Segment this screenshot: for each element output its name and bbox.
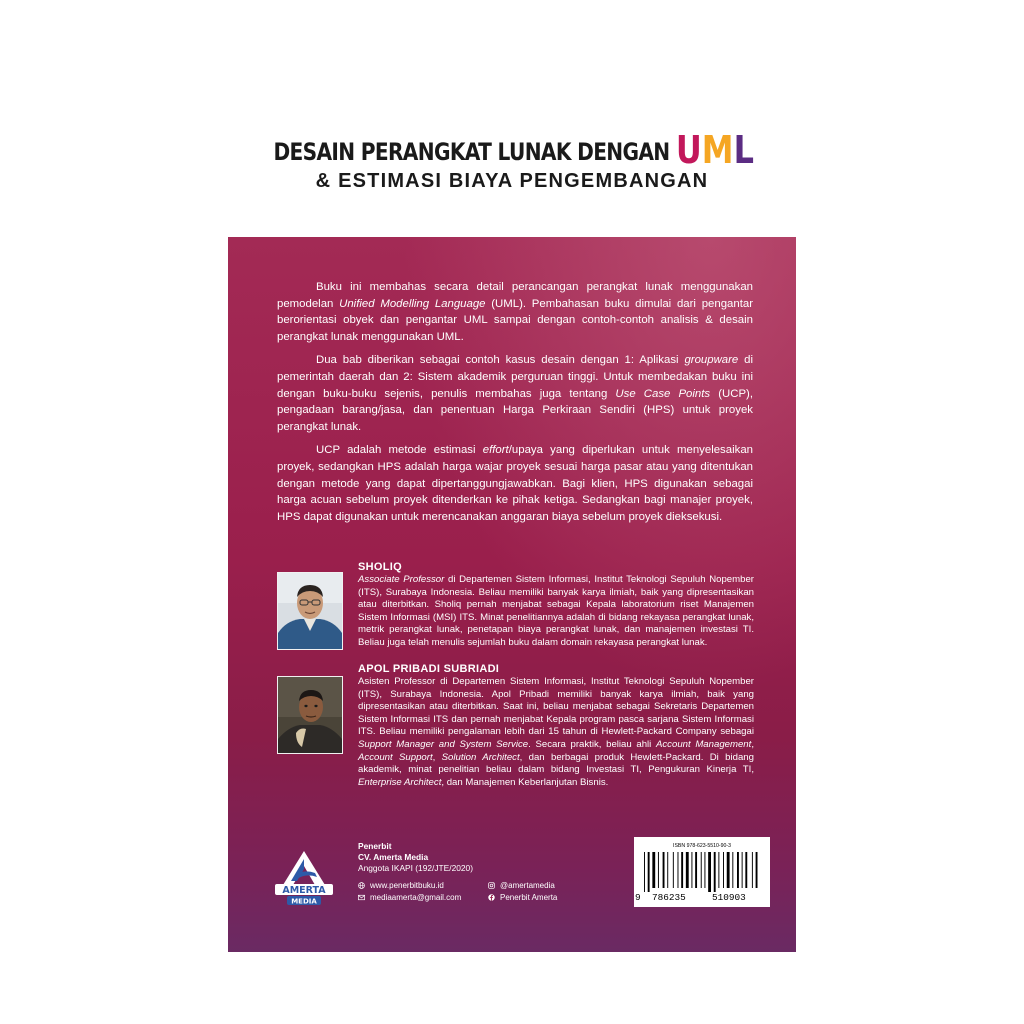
barcode-bar [678,852,679,888]
author-photo-sholiq [277,572,343,650]
barcode-bar [658,852,659,888]
title-prefix: DESAIN PERANGKAT LUNAK DENGAN [273,138,676,166]
barcode-bar [714,852,716,892]
portrait-icon [278,677,342,753]
publisher-ikapi: Anggota IKAPI (192/JTE/2020) [358,863,473,873]
barcode-bar [663,852,665,888]
publisher-label: Penerbit [358,841,392,851]
portrait-icon [278,573,342,649]
barcode-bar [752,852,753,888]
barcode-bar [691,852,692,888]
blurb [277,279,753,532]
barcode-bar [686,852,689,888]
instagram-link[interactable] [488,881,555,890]
barcode-graphic [642,852,762,892]
author-name: SHOLIQ [358,561,402,573]
publisher-contacts [358,879,558,903]
book-title [273,128,754,172]
globe-icon [358,882,365,889]
blurb-paragraph-3: UCP adalah metode estimasi effort/upaya yang diperlukan untuk menyelesaikan proyek, sedangkan HPS adalah harga wajar proyek sesuai harga pasar atau yang ditentukan dengan metode yang dapat dipertanggungjawabkan. Bagi klien, HPS digunakan sebagai harga acuan sebelum proyek ditenderkan ke pihak ketiga. Sedangkan bagi manajer proyek, HPS dapat digunakan untuk merencanakan anggaran biaya sebelum proyek dieksekusi. [277,444,753,523]
uml-letter-m: M [701,128,734,172]
author-apol [277,663,753,813]
isbn-label: ISBN 978-623-5510-90-3 [673,843,731,849]
title-area [228,80,796,237]
barcode-bar [644,852,645,892]
email-text: mediaamerta@gmail.com [370,892,462,902]
barcode-digits [634,892,770,904]
author-sholiq [277,561,753,661]
blurb-paragraph-1: Buku ini membahas secara detail perancangan perangkat lunak menggunakan pemodelan Unified Modelling Language (UML). Pembahasan buku dimulai dari pengantar berorientasi obyek dan pengantar UML sampai dengan contoh-contoh analisis & desain perangkat lunak menggunakan UML. [277,281,754,343]
barcode-bar [756,852,758,888]
barcode-bar [652,852,655,888]
email-link[interactable] [358,893,488,902]
barcode-bar [732,852,733,888]
facebook-link[interactable] [488,893,557,902]
logo-text-amerta: AMERTA [282,885,326,896]
amerta-logo-icon [273,849,335,907]
uml-letter-u: U [675,128,702,172]
barcode-bar [667,852,668,888]
facebook-icon [488,894,495,901]
logo-text-media: MEDIA [291,897,317,906]
barcode-bar [701,852,702,888]
back-panel [228,237,796,952]
amerta-media-logo [273,849,335,907]
instagram-text: @amertamedia [500,880,555,890]
barcode-bar [723,852,724,888]
barcode-bar [727,852,730,888]
barcode-bar [737,852,739,888]
book-subtitle: & ESTIMASI BIAYA PENGEMBANGAN [315,170,709,192]
barcode-bar [648,852,650,892]
barcode-bar [742,852,743,888]
barcode-digit-right: 510903 [712,892,746,903]
author-bio: Associate Professor di Departemen Sistem Informasi, Institut Teknologi Sepuluh Nopember (ITS), Surabaya Indonesia. Beliau memiliki banyak karya ilmiah, baik yang dipresentasikan atau diterbitkan. Sholiq pernah menjabat sebagai Kepala laboratorium riset Manajemen Sistem Informasi (MSI) ITS. Minat penelitiannya adalah di bidang rekayasa perangkat lunak, metrik perangkat lunak, penetapan biaya perangkat lunak, dan manajemen investasi TI. Beliau juga telah menulis sejumlah buku dalam domain rekayasa perangkat lunak. [358,574,754,648]
blurb-paragraph-2: Dua bab diberikan sebagai contoh kasus desain dengan 1: Aplikasi groupware di pemerintah daerah dan 2: Sistem akademik perguruan tinggi. Untuk membedakan buku ini dengan buku-buku sejenis, penulis membahas juga tentang Use Case Points (UCP), pengadaan barang/jasa, dan penentuan Harga Perkiraan Sendiri (HPS) untuk proyek perangkat lunak. [277,354,754,433]
barcode-bar [681,852,683,888]
barcode-bar [718,852,719,888]
barcode-digit-lead: 9 [635,892,641,903]
barcode-bar [704,852,705,888]
isbn-barcode [634,837,770,907]
barcode-bar [708,852,711,892]
barcode-bar [745,852,747,888]
mail-icon [358,894,365,901]
instagram-icon [488,882,495,889]
website-text: www.penerbitbuku.id [370,880,444,890]
publisher-name: CV. Amerta Media [358,852,429,862]
author-bio: Asisten Professor di Departemen Sistem Informasi, Institut Teknologi Sepuluh Nopember (ITS), Surabaya Indonesia. Apol Pribadi memiliki banyak karya ilmiah, baik yang dipresentasikan atau diterbitkan. Saat ini, beliau menjabat sebagai Sekretaris Departemen Sistem Informasi ITS dan pernah menjabat Kepala program pasca sarjana Sistem Informasi ITS. Beliau memiliki pengalaman lebih dari 15 tahun di Hewlett-Packard Company sebagai Support Manager and System Service. Secara praktik, beliau ahli Account Management, Account Support, Solution Architect, dan berbagai produk Hewlett-Packard. Di bidang akademik, minat penelitian beliau dalam bidang Investasi TI, Pengukuran Kinerja TI, Enterprise Architect, dan Manajemen Keberlanjutan Bisnis. [358,676,754,788]
facebook-text: Penerbit Amerta [500,892,558,902]
author-name: APOL PRIBADI SUBRIADI [358,663,500,675]
book-back-cover [228,80,796,952]
barcode-bar [695,852,697,888]
author-photo-apol [277,676,343,754]
uml-letter-l: L [733,128,754,172]
uml-wordmark [676,128,754,172]
publisher-info [358,841,473,874]
barcode-digit-left: 786235 [652,892,686,903]
website-link[interactable] [358,881,488,890]
barcode-bar [673,852,674,888]
